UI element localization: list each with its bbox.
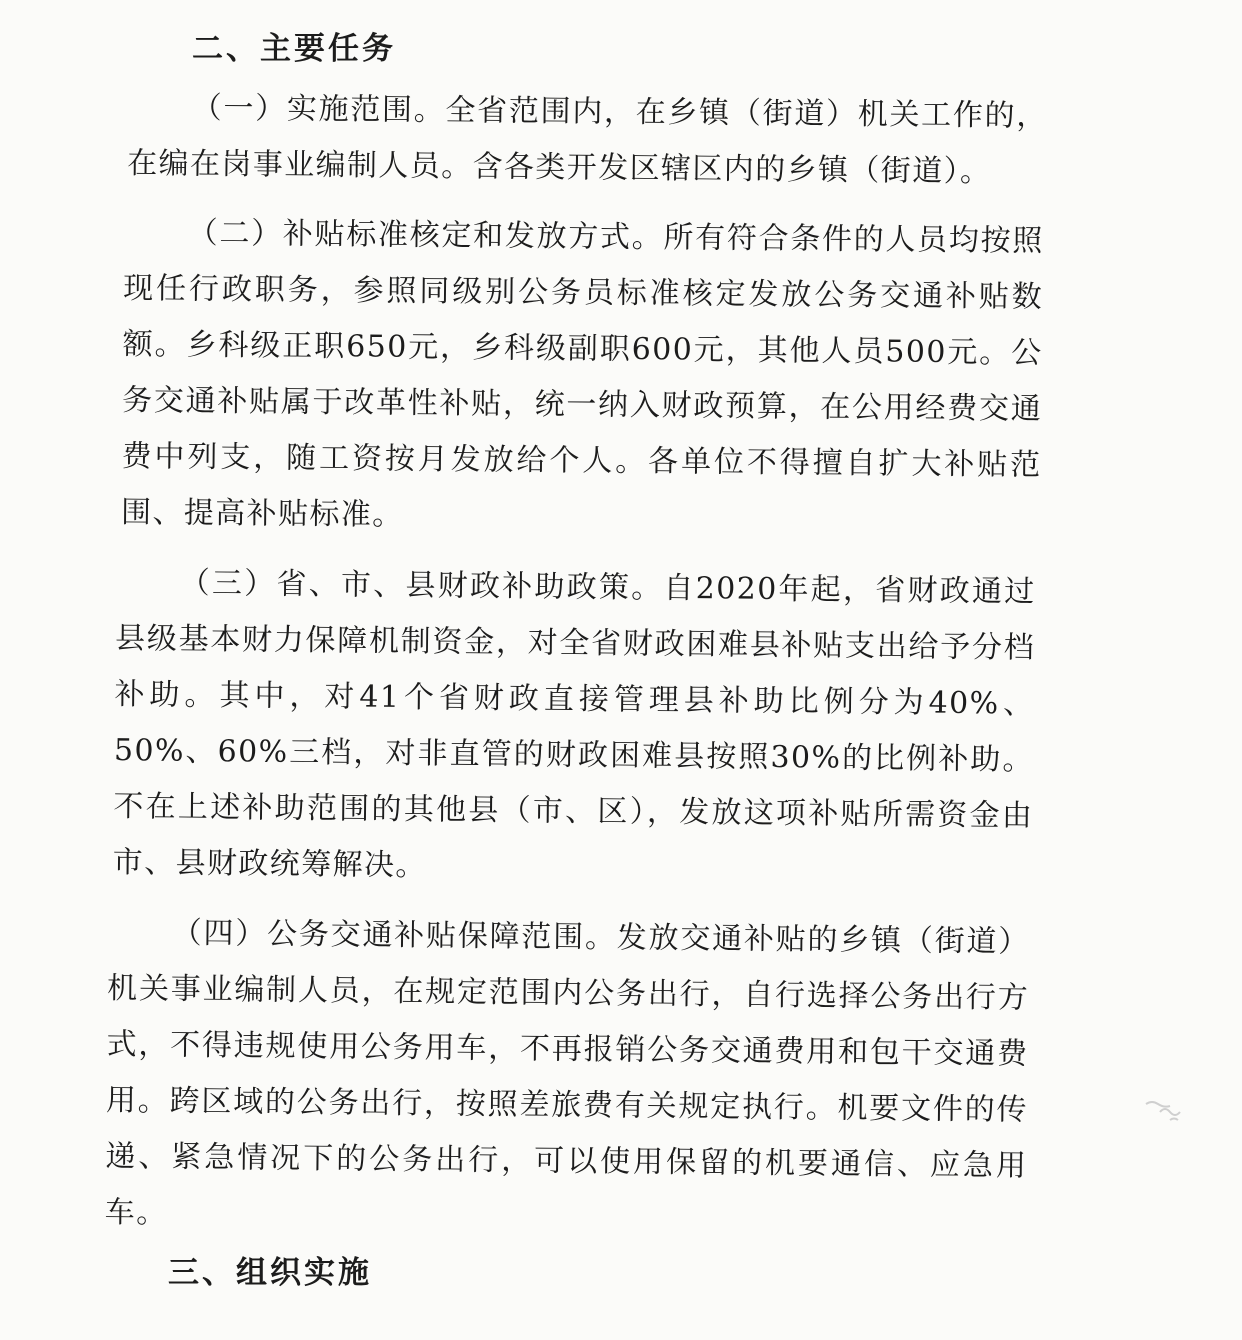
- paragraph-subsidy-standard: （二）补贴标准核定和发放方式。所有符合条件的人员均按照现任行政职务，参照同级别公务员标准核定发放公务交通补贴数额。乡科级正职650元，乡科级副职600元，其他人员500元。公务交通补贴属于改革性补贴，统一纳入财政预算，在公用经费交通费中列支，随工资按月发放给个人。各单位不得擅自扩大补贴范围、提高补贴标准。: [120, 215, 1044, 533]
- scan-smudge-mark: [1140, 1092, 1200, 1132]
- section-heading-main-tasks: 二、主要任务: [192, 31, 396, 67]
- paragraph-fiscal-subsidy-policy: （三）省、市、县财政补助政策。自2020年起，省财政通过县级基本财力保障机制资金，对全省财政困难县补贴支出给予分档补助。其中，对41个省财政直接管理县补助比例分为40%、50%、60%三档，对非直管的财政困难县按照30%的比例补助。不在上述补助范围的其他县（市、区），发放这项补贴所需资金由市、县财政统筹解决。: [112, 565, 1036, 884]
- paragraph-coverage-scope: （四）公务交通补贴保障范围。发放交通补贴的乡镇（街道）机关事业编制人员，在规定范围内公务出行，自行选择公务出行方式，不得违规使用公务用车，不再报销公务交通费用和包干交通费用。跨区域的公务出行，按照差旅费有关规定执行。机要文件的传递、紧急情况下的公务出行，可以使用保留的机要通信、应急用车。: [104, 915, 1030, 1231]
- section-heading-organization: 三、组织实施: [168, 1255, 372, 1291]
- paragraph-implementation-scope: （一）实施范围。全省范围内，在乡镇（街道）机关工作的，在编在岗事业编制人员。含各类开发区辖区内的乡镇（街道）。: [127, 90, 1048, 190]
